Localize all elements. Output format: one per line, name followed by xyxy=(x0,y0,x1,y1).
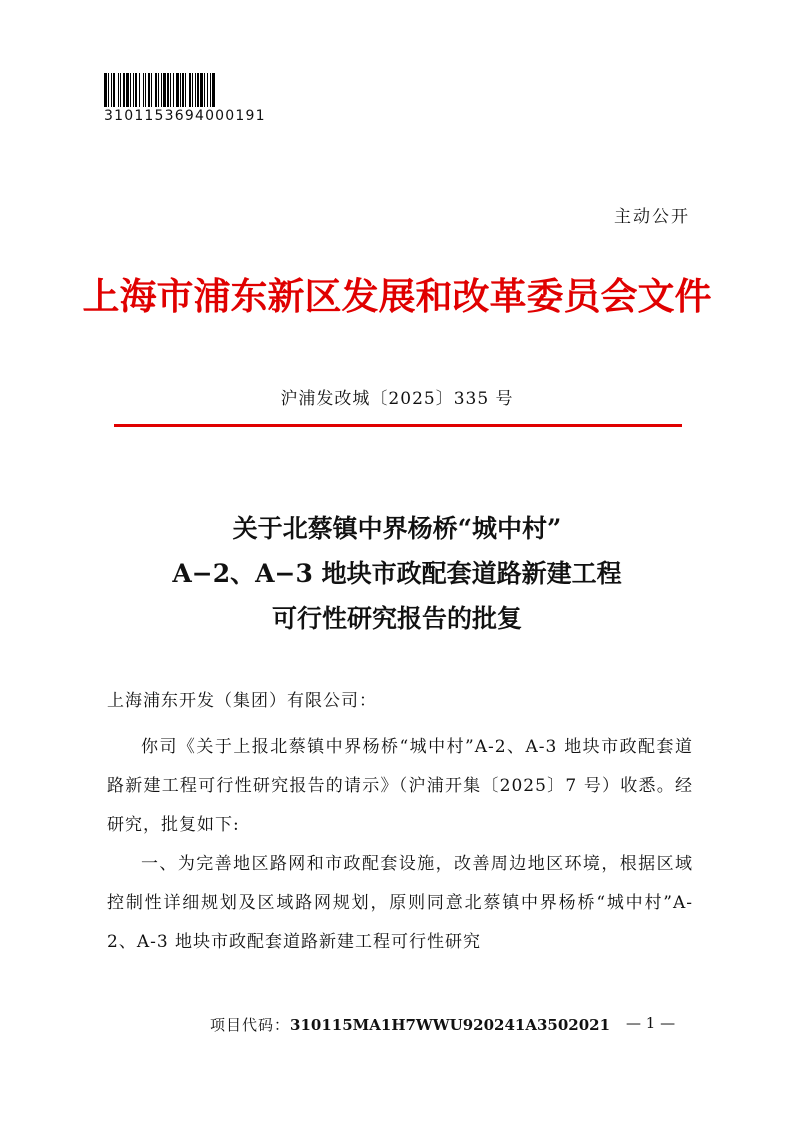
project-code-label: 项目代码： xyxy=(210,1016,291,1034)
page-number: — 1 — xyxy=(626,1014,676,1032)
subject-line-2: A−2、A−3 地块市政配套道路新建工程 xyxy=(172,559,622,588)
subject-line-1: 关于北蔡镇中界杨桥“城中村” xyxy=(232,514,562,543)
body-text xyxy=(107,728,693,962)
document-number: 沪浦发改城〔2025〕335 号 xyxy=(280,389,514,409)
project-code xyxy=(210,1014,610,1035)
barcode-stripe xyxy=(212,73,215,107)
document-subject xyxy=(0,506,794,641)
project-code-value: 310115MA1H7WWU920241A3502021 xyxy=(290,1016,611,1034)
document-barcode xyxy=(104,73,296,107)
subject-line-3: 可行性研究报告的批复 xyxy=(271,604,522,633)
disclosure-tag: 主动公开 xyxy=(614,207,690,227)
body-paragraph-2: 一、为完善地区路网和市政配套设施，改善周边地区环境，根据区域控制性详细规划及区域路网规划，原则同意北蔡镇中界杨桥“城中村”A-2、A-3 地块市政配套道路新建工程可行性研究 xyxy=(107,854,693,952)
document-issuer-title: 上海市浦东新区发展和改革委员会文件 xyxy=(82,274,712,318)
body-paragraph-1: 你司《关于上报北蔡镇中界杨桥“城中村”A-2、A-3 地块市政配套道路新建工程可行性研究报告的请示》（沪浦开集〔2025〕7 号）收悉。经研究，批复如下: xyxy=(107,737,693,835)
barcode-number: 3101153694000191 xyxy=(104,108,266,124)
red-separator-line xyxy=(114,424,682,427)
addressee: 上海浦东开发（集团）有限公司： xyxy=(107,691,377,711)
